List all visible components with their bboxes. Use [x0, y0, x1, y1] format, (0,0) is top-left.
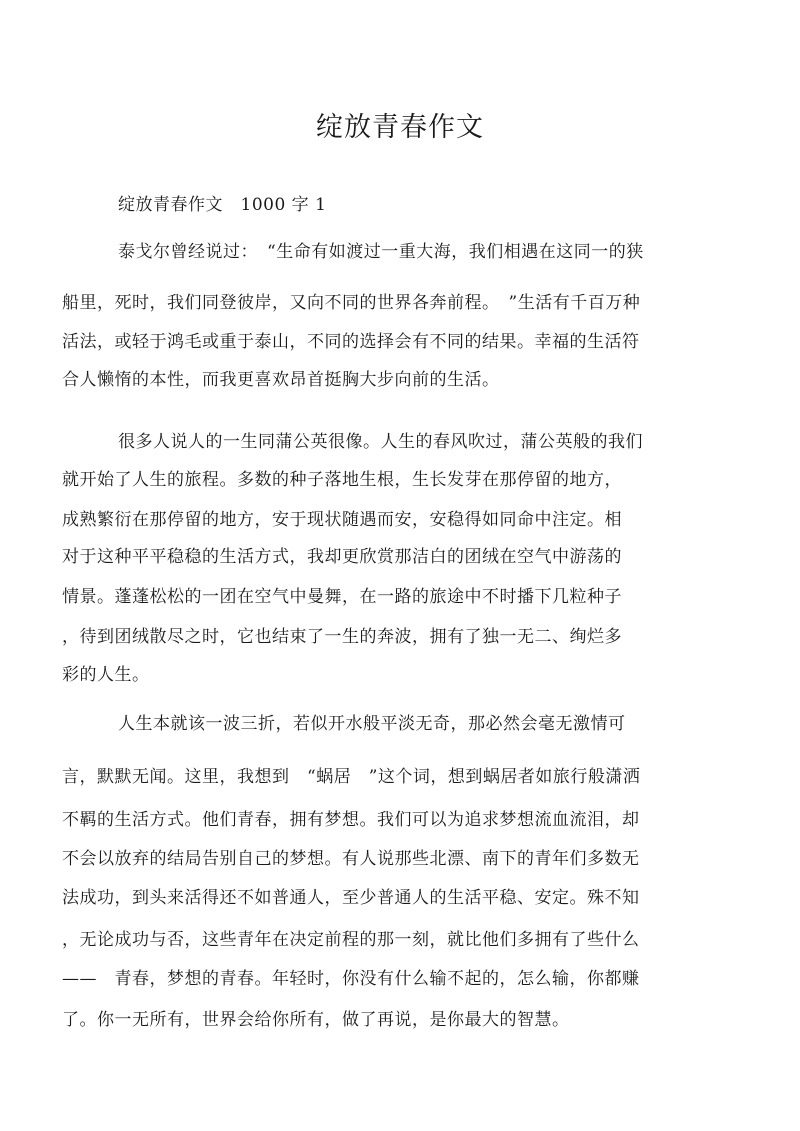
text-line: 对于这种平平稳稳的生活方式，我却更欣赏那洁白的团绒在空气中游荡的 — [62, 547, 622, 567]
text-line: 很多人说人的一生同蒲公英很像。人生的春风吹过，蒲公英般的我们 — [118, 432, 643, 452]
text-line-subtitle: 绽放青春作文 1000 字 1 — [118, 195, 327, 215]
text-line: 不羁的生活方式。他们青春，拥有梦想。我们可以为追求梦想流血流泪，却 — [62, 810, 640, 830]
text-line: 船里，死时，我们同登彼岸，又向不同的世界各奔前程。 ”生活有千百万种 — [62, 293, 641, 313]
text-line: 人生本就该一波三折，若似开水般平淡无奇，那必然会毫无激情可 — [118, 714, 626, 734]
text-line: 合人懒惰的本性，而我更喜欢昂首挺胸大步向前的生活。 — [62, 370, 500, 390]
text-line: 成熟繁衍在那停留的地方，安于现状随遇而安，安稳得如同命中注定。相 — [62, 510, 622, 530]
text-line: 言，默默无闻。这里，我想到 “蜗居 ”这个词，想到蜗居者如旅行般潇洒 — [62, 767, 641, 787]
text-line: 了。你一无所有，世界会给你所有，做了再说，是你最大的智慧。 — [62, 1010, 570, 1030]
text-line: —— 青春，梦想的青春。年轻时，你没有什么输不起的，怎么输，你都赚 — [62, 969, 640, 989]
document-title: 绽放青春作文 — [316, 112, 484, 143]
text-line: 彩的人生。 — [62, 665, 150, 685]
text-line: ，待到团绒散尽之时，它也结束了一生的奔波，拥有了独一无二、绚烂多 — [62, 627, 622, 647]
text-line: 情景。蓬蓬松松的一团在空气中曼舞，在一路的旅途中不时播下几粒种子 — [62, 587, 622, 607]
text-line: 不会以放弃的结局告别自己的梦想。有人说那些北漂、南下的青年们多数无 — [62, 849, 640, 869]
text-line: ，无论成功与否，这些青年在决定前程的那一刻，就比他们多拥有了些什么 — [62, 930, 640, 950]
text-line: 泰戈尔曾经说过： “生命有如渡过一重大海，我们相遇在这同一的狭 — [118, 242, 644, 262]
text-line: 法成功，到头来活得还不如普通人，至少普通人的生活平稳、安定。殊不知 — [62, 888, 640, 908]
text-line: 就开始了人生的旅程。多数的种子落地生根，生长发芽在那停留的地方， — [62, 470, 622, 490]
text-line: 活法，或轻于鸿毛或重于泰山，不同的选择会有不同的结果。幸福的生活符 — [62, 332, 640, 352]
